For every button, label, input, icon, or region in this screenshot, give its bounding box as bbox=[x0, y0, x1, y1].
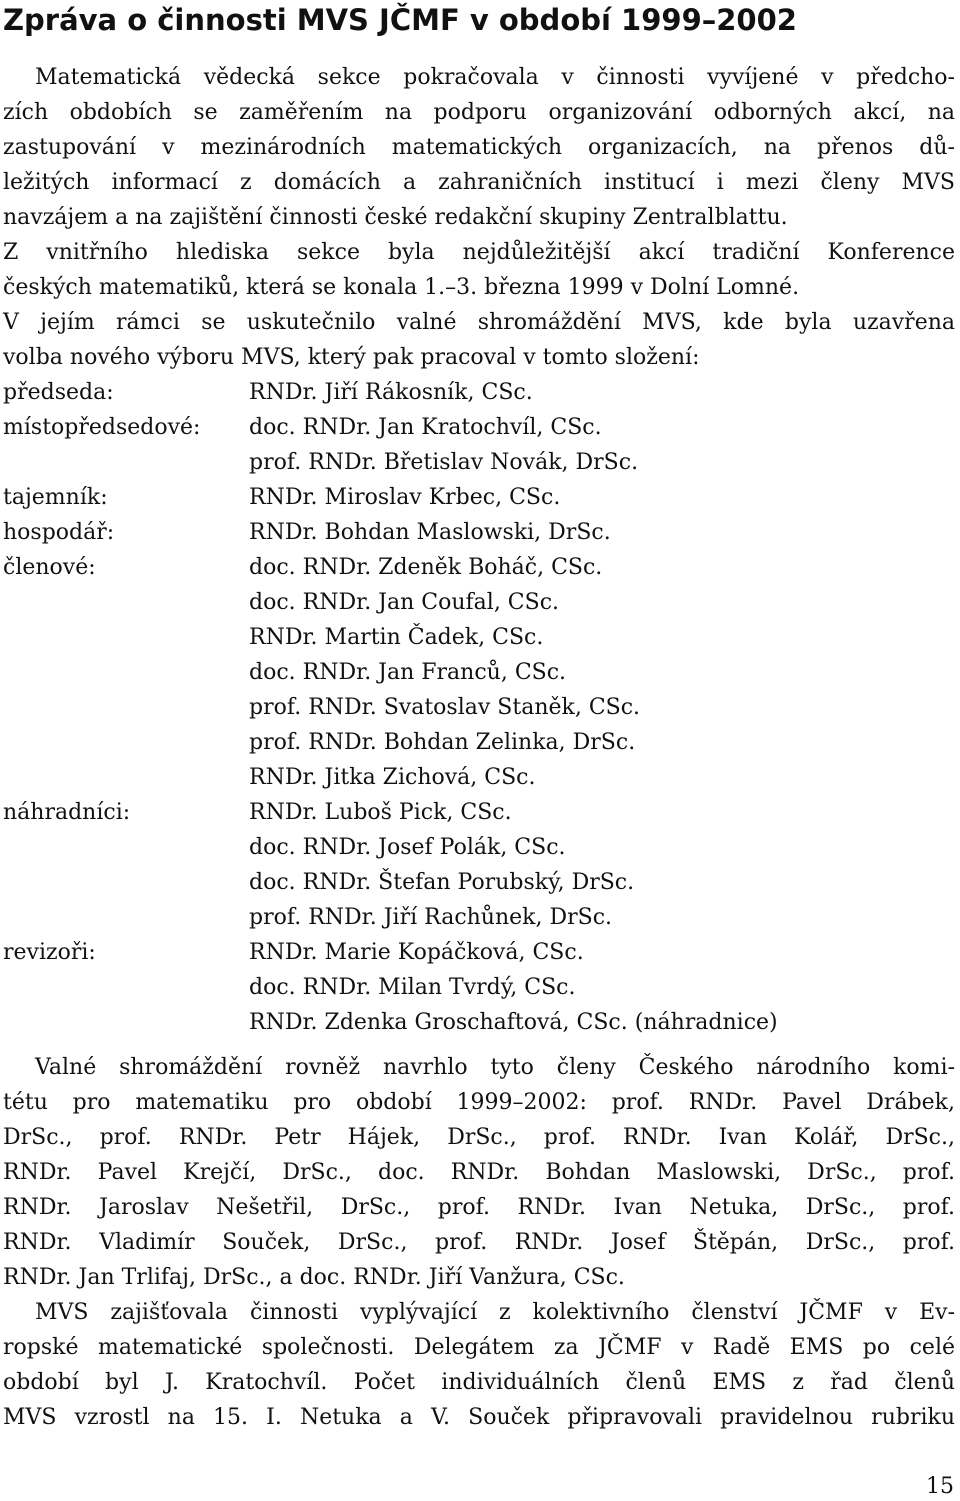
committee-member: RNDr. Martin Čadek, CSc. bbox=[249, 625, 544, 650]
intro-line: Z vnitřního hlediska sekce byla nejdůležitější akcí tradiční Konference bbox=[3, 240, 955, 265]
national-committee-line: DrSc., prof. RNDr. Petr Hájek, DrSc., prof. RNDr. Ivan Kolář, DrSc., bbox=[3, 1125, 955, 1150]
committee-member: RNDr. Marie Kopáčková, CSc. bbox=[249, 940, 584, 965]
national-committee-line: RNDr. Jan Trlifaj, DrSc., a doc. RNDr. Jiří Vanžura, CSc. bbox=[3, 1265, 625, 1290]
committee-member: RNDr. Luboš Pick, CSc. bbox=[249, 800, 512, 825]
national-committee-line: RNDr. Jaroslav Nešetřil, DrSc., prof. RNDr. Ivan Netuka, DrSc., prof. bbox=[3, 1195, 955, 1220]
ems-line: MVS vzrostl na 15. I. Netuka a V. Souček připravovali pravidelnou rubriku bbox=[3, 1405, 955, 1430]
intro-line: zích obdobích se zaměřením na podporu organizování odborných akcí, na bbox=[3, 100, 955, 125]
committee-member: prof. RNDr. Bohdan Zelinka, DrSc. bbox=[249, 730, 636, 755]
page-title: Zpráva o činnosti MVS JČMF v období 1999–2002 bbox=[3, 3, 797, 37]
intro-line: Matematická vědecká sekce pokračovala v činnosti vyvíjené v předcho- bbox=[35, 65, 955, 90]
committee-role-vice-chairs: místopředsedové: bbox=[3, 415, 201, 440]
intro-line: volba nového výboru MVS, který pak pracoval v tomto složení: bbox=[3, 345, 700, 370]
committee-role-members: členové: bbox=[3, 555, 96, 580]
ems-line: MVS zajišťovala činnosti vyplývající z kolektivního členství JČMF v Ev- bbox=[35, 1300, 955, 1325]
intro-line: českých matematiků, která se konala 1.–3. března 1999 v Dolní Lomné. bbox=[3, 275, 800, 300]
committee-member: prof. RNDr. Břetislav Novák, DrSc. bbox=[249, 450, 639, 475]
committee-member: doc. RNDr. Milan Tvrdý, CSc. bbox=[249, 975, 576, 1000]
committee-member: RNDr. Jitka Zichová, CSc. bbox=[249, 765, 536, 790]
intro-line: zastupování v mezinárodních matematických organizacích, na přenos dů- bbox=[3, 135, 955, 160]
committee-member: RNDr. Jiří Rákosník, CSc. bbox=[249, 380, 533, 405]
intro-line: V jejím rámci se uskutečnilo valné shromáždění MVS, kde byla uzavřena bbox=[3, 310, 955, 335]
committee-role-treasurer: hospodář: bbox=[3, 520, 115, 545]
committee-member: doc. RNDr. Josef Polák, CSc. bbox=[249, 835, 566, 860]
intro-line: ležitých informací z domácích a zahraničních institucí i mezi členy MVS bbox=[3, 170, 955, 195]
ems-line: ropské matematické společnosti. Delegátem za JČMF v Radě EMS po celé bbox=[3, 1335, 955, 1360]
committee-role-chair: předseda: bbox=[3, 380, 114, 405]
page-number: 15 bbox=[926, 1474, 954, 1499]
committee-member: doc. RNDr. Jan Coufal, CSc. bbox=[249, 590, 560, 615]
committee-member: prof. RNDr. Svatoslav Staněk, CSc. bbox=[249, 695, 641, 720]
committee-member: doc. RNDr. Jan Kratochvíl, CSc. bbox=[249, 415, 602, 440]
ems-line: období byl J. Kratochvíl. Počet individuálních členů EMS z řad členů bbox=[3, 1370, 955, 1395]
committee-member: doc. RNDr. Zdeněk Boháč, CSc. bbox=[249, 555, 603, 580]
committee-member: doc. RNDr. Jan Franců, CSc. bbox=[249, 660, 567, 685]
committee-member: prof. RNDr. Jiří Rachůnek, DrSc. bbox=[249, 905, 613, 930]
national-committee-line: tétu pro matematiku pro období 1999–2002: prof. RNDr. Pavel Drábek, bbox=[3, 1090, 955, 1115]
committee-member: doc. RNDr. Štefan Porubský, DrSc. bbox=[249, 870, 635, 895]
committee-member: RNDr. Bohdan Maslowski, DrSc. bbox=[249, 520, 611, 545]
national-committee-line: Valné shromáždění rovněž navrhlo tyto členy Českého národního komi- bbox=[35, 1055, 955, 1080]
committee-member: RNDr. Zdenka Groschaftová, CSc. (náhradnice) bbox=[249, 1010, 778, 1035]
intro-line: navzájem a na zajištění činnosti české redakční skupiny Zentralblattu. bbox=[3, 205, 788, 230]
national-committee-line: RNDr. Vladimír Souček, DrSc., prof. RNDr. Josef Štěpán, DrSc., prof. bbox=[3, 1230, 955, 1255]
committee-role-substitutes: náhradníci: bbox=[3, 800, 131, 825]
committee-member: RNDr. Miroslav Krbec, CSc. bbox=[249, 485, 561, 510]
national-committee-line: RNDr. Pavel Krejčí, DrSc., doc. RNDr. Bohdan Maslowski, DrSc., prof. bbox=[3, 1160, 955, 1185]
committee-role-secretary: tajemník: bbox=[3, 485, 108, 510]
committee-role-auditors: revizoři: bbox=[3, 940, 96, 965]
